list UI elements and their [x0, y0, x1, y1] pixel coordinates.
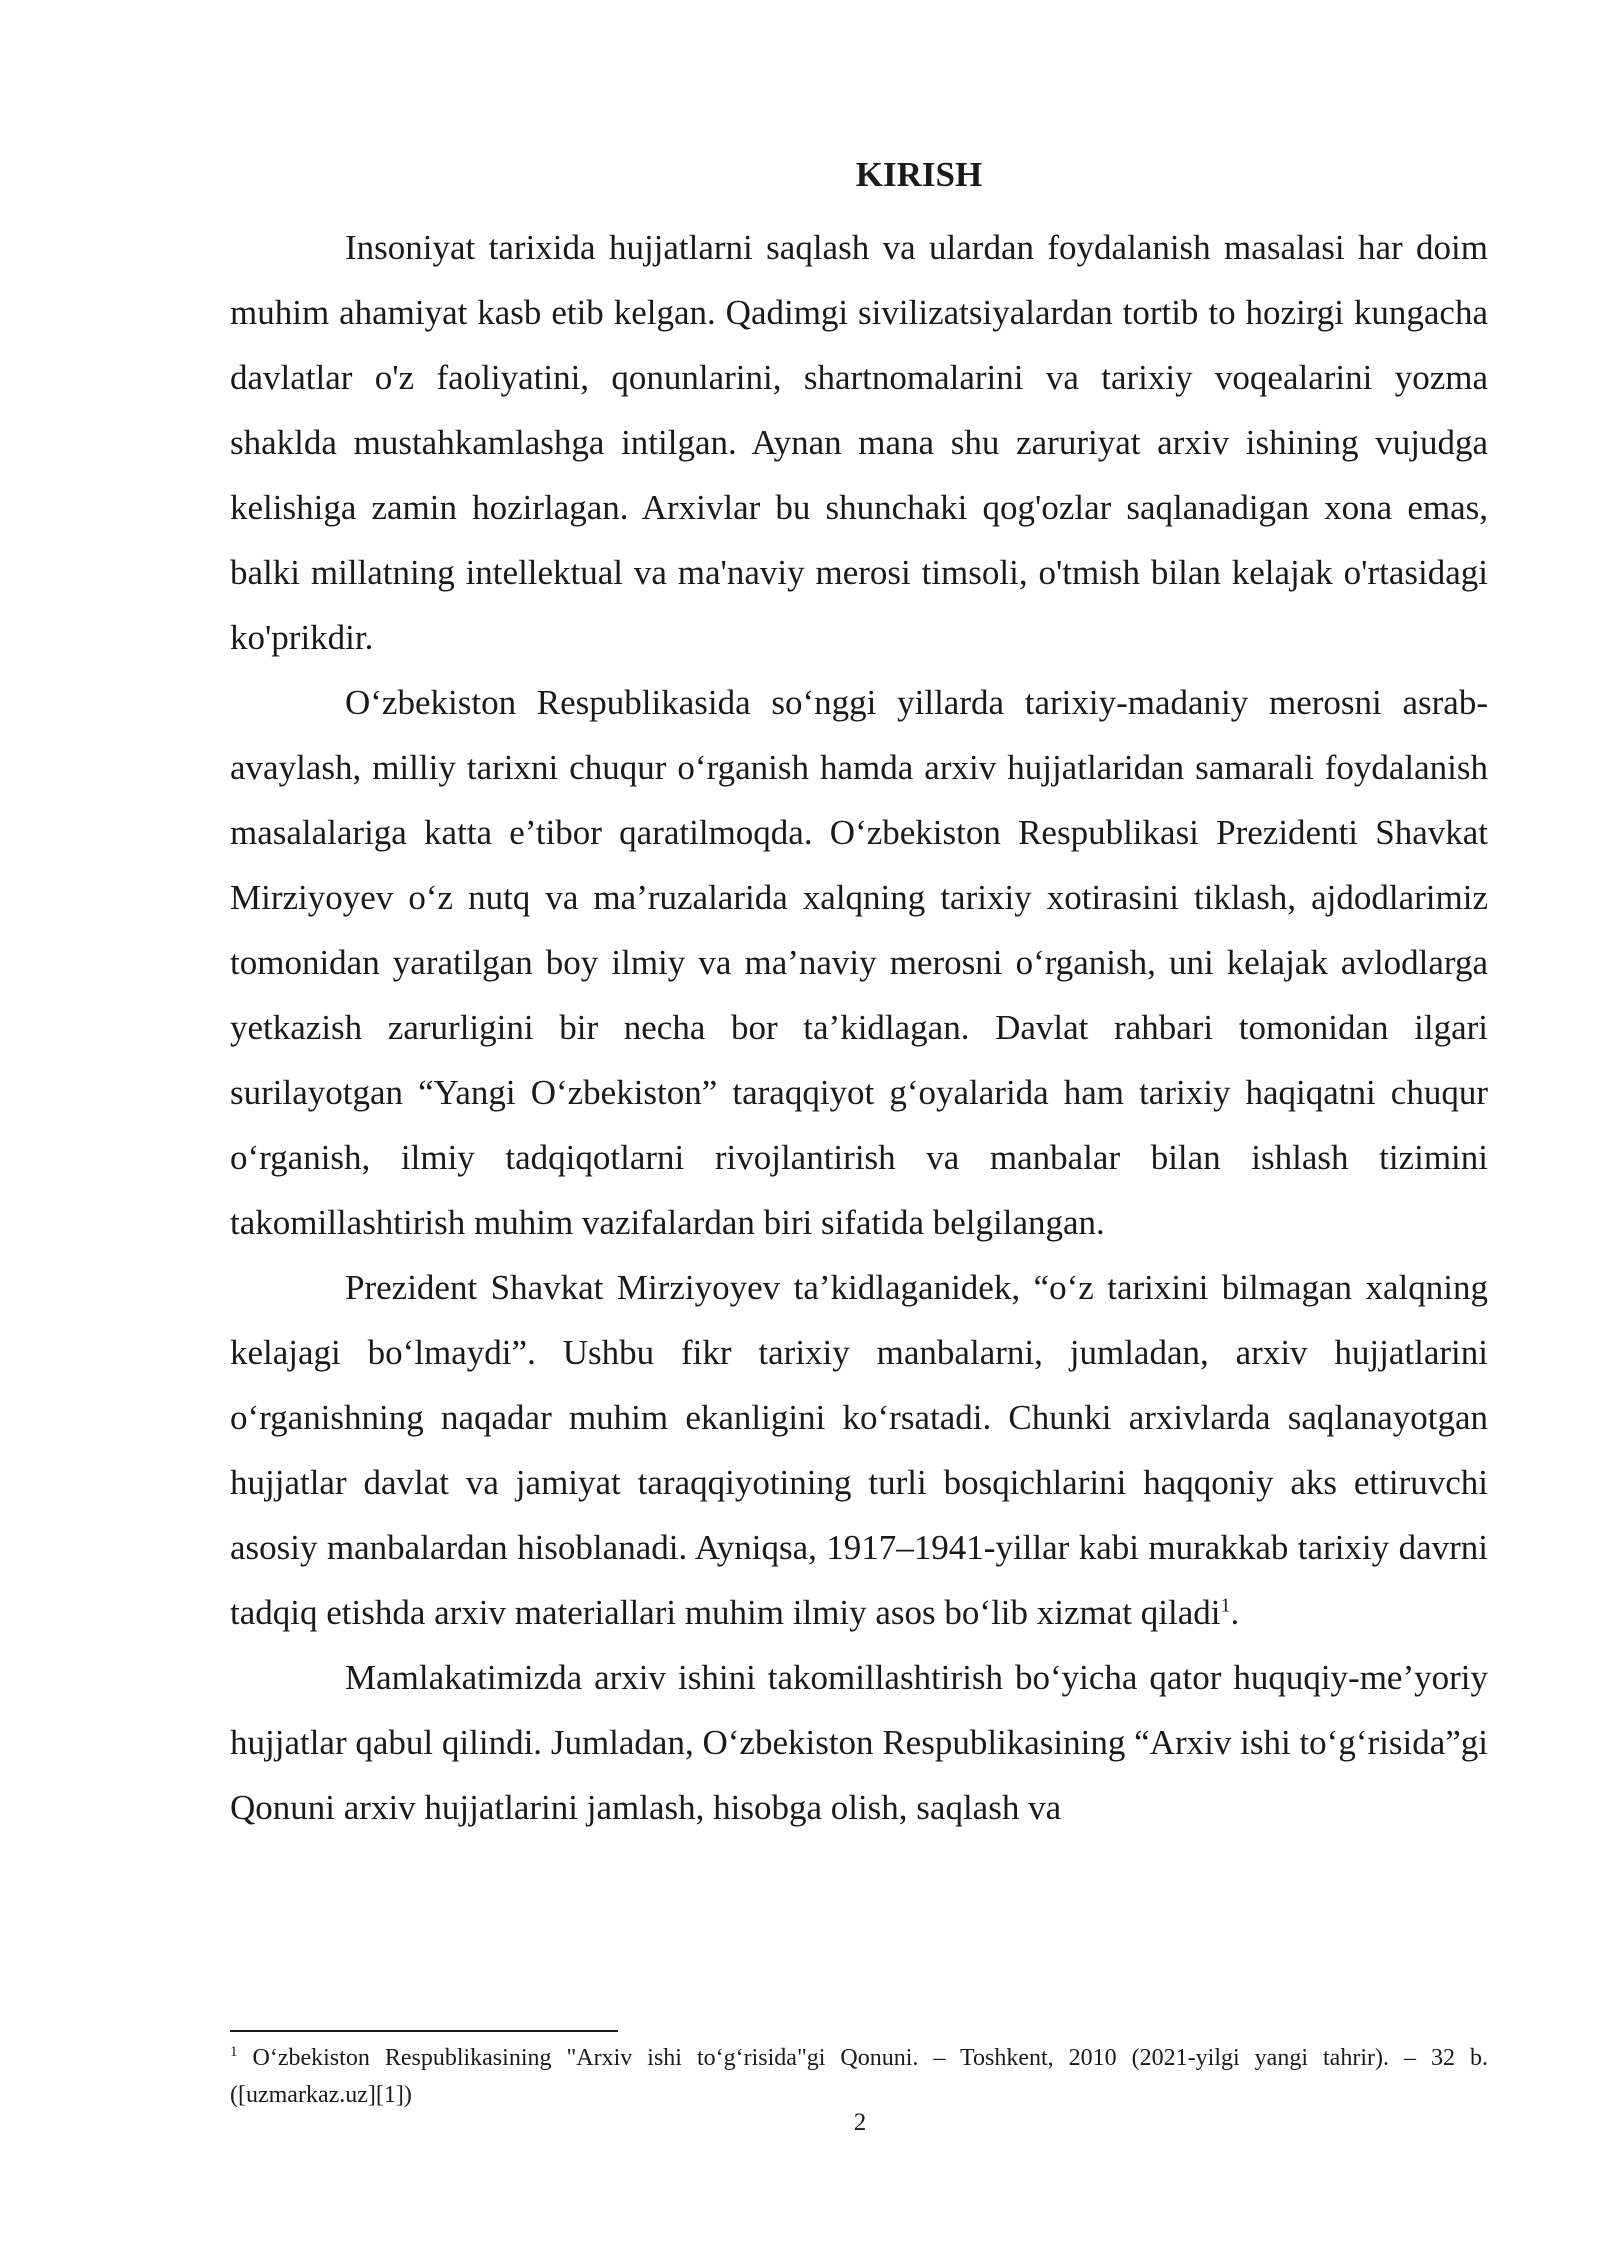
page-number: 2	[853, 2109, 867, 2136]
footnote-reference[interactable]: 1	[1220, 1594, 1231, 1617]
paragraph-4: Mamlakatimizda arxiv ishini takomillashtirish bo‘yicha qator huquqiy-me’yoriy hujjatlar qabul qilindi. Jumladan, O‘zbekiston Respublikasining “Arxiv ishi to‘g‘risida”gi Qonuni arxiv hujjatlarini jamlash, hisobga olish, saqlash va	[230, 1658, 1488, 1827]
section-heading: KIRISH	[855, 155, 983, 194]
paragraph-1: Insoniyat tarixida hujjatlarni saqlash va ulardan foydalanish masalasi har doim muhim ahamiyat kasb etib kelgan. Qadimgi sivilizatsiyalardan tortib to hozirgi kungacha davlatlar o'z faoliyatini, qonunlarini, shartnomalarini va tarixiy voqealarini yozma shaklda mustahkamlashga intilgan. Aynan mana shu zaruriyat arxiv ishining vujudga kelishiga zamin hozirlagan. Arxivlar bu shunchaki qog'ozlar saqlanadigan xona emas, balki millatning intellektual va ma'naviy merosi timsoli, o'tmish bilan kelajak o'rtasidagi ko'prikdir.	[230, 228, 1488, 657]
footnote-marker: 1	[230, 2044, 238, 2060]
paragraph-3-text: Prezident Shavkat Mirziyoyev ta’kidlaganidek, “o‘z tarixini bilmagan xalqning kelajagi bo‘lmaydi”. Ushbu fikr tarixiy manbalarni, jumladan, arxiv hujjatlarini o‘rganishning naqadar muhim ekanligini ko‘rsatadi. Chunki arxivlarda saqlanayotgan hujjatlar davlat va jamiyat taraqqiyotining turli bosqichlarini haqqoniy aks ettiruvchi asosiy manbalardan hisoblanadi. Ayniqsa, 1917–1941-yillar kabi murakkab tarixiy davrni tadqiq etishda arxiv materiallari muhim ilmiy asos bo‘lib xizmat qiladi	[230, 1268, 1488, 1632]
footnote	[230, 2040, 1488, 2114]
footnote-separator	[230, 2030, 618, 2032]
paragraph-2: O‘zbekiston Respublikasida so‘nggi yillarda tarixiy-madaniy merosni asrab-avaylash, milliy tarixni chuqur o‘rganish hamda arxiv hujjatlaridan samarali foydalanish masalalariga katta e’tibor qaratilmoqda. O‘zbekiston Respublikasi Prezidenti Shavkat Mirziyoyev o‘z nutq va ma’ruzalarida xalqning tarixiy xotirasini tiklash, ajdodlarimiz tomonidan yaratilgan boy ilmiy va ma’naviy merosni o‘rganish, uni kelajak avlodlarga yetkazish zarurligini bir necha bor ta’kidlagan. Davlat rahbari tomonidan ilgari surilayotgan “Yangi O‘zbekiston” taraqqiyot g‘oyalarida ham tarixiy haqiqatni chuqur o‘rganish, ilmiy tadqiqotlarni rivojlantirish va manbalar bilan ishlash tizimini takomillashtirish muhim vazifalardan biri sifatida belgilangan.	[230, 683, 1488, 1242]
paragraph-3-period: .	[1230, 1593, 1240, 1632]
footnote-text: O‘zbekiston Respublikasining "Arxiv ishi to‘g‘risida"gi Qonuni. – Toshkent, 2010 (2021-yilgi yangi tahrir). – 32 b. ([uzmarkaz.uz][1])	[230, 2045, 1488, 2108]
paragraph-3	[230, 1255, 1488, 1645]
document-page	[230, 150, 1488, 1840]
